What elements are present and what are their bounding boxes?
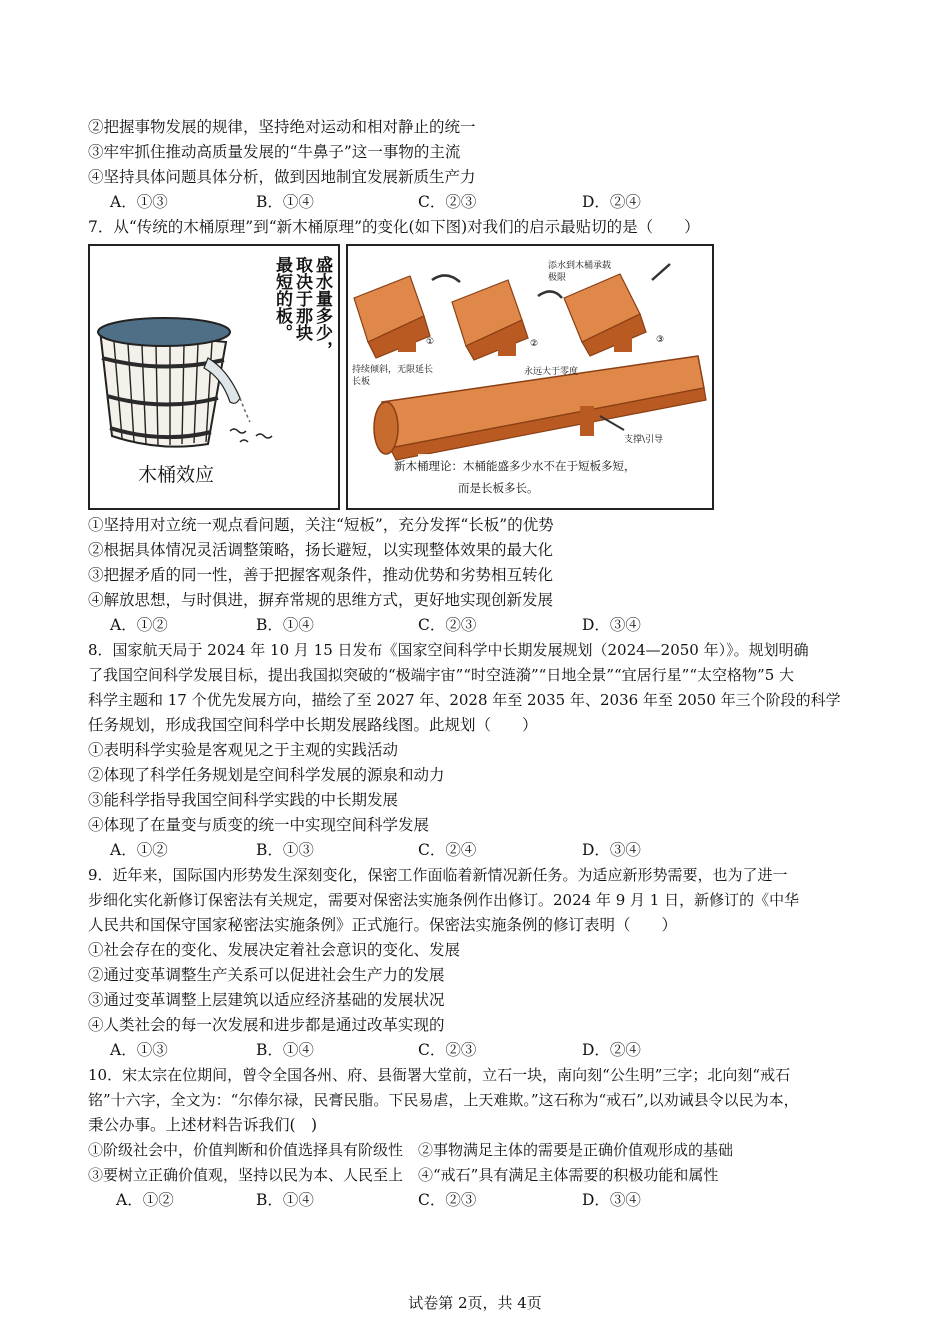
q9-stem-3: 人民共和国保守国家秘密法实施条例》正式施行。保密法实施条例的修订表明（ ） [88,916,678,934]
q7-item-3: ③把握矛盾的同一性，善于把握客观条件，推动优势和劣势相互转化 [88,566,554,584]
q7-option-d[interactable]: D．③④ [582,616,641,634]
q7-stem: 7．从“传统的木桶原理”到“新木桶原理”的变化(如下图)对我们的启示最贴切的是（ ） [88,218,700,236]
q8-option-c[interactable]: C．②④ [418,841,477,859]
label-support-guide: 支撑\引导 [624,435,664,445]
tilted-barrel-1-icon [354,276,434,358]
q10-options [88,1190,868,1210]
label-keep-tilting: 持续倾斜，无限延长长板 [352,365,434,387]
q7-option-c[interactable]: C．②③ [418,616,477,634]
q8-stem-2: 了我国空间科学发展目标，提出我国拟突破的“极端宇宙”“时空涟漪”“日地全景”“宜居行星”“太空格物”5 大 [88,666,795,684]
q9-item-3: ③通过变革调整上层建筑以适应经济基础的发展状况 [88,991,445,1009]
q9-stem-1: 9．近年来，国际国内形势发生深刻变化，保密工作面临着新情况新任务。为适应新形势需要，也为了进一 [88,866,788,884]
label-fill-to-limit: 添水到木桶承载极限 [548,261,612,283]
svg-text:①: ① [426,337,435,347]
q9-options [88,1040,868,1060]
vertical-text-col-1: 盛水量多少， [312,256,332,358]
new-barrel-panel [346,244,714,510]
q10-stem-2: 铭”十六字，全文为：“尔俸尔禄，民膏民脂。下民易虐，上天难欺。”这石称为“戒石”,以劝诫县令以民为本， [88,1091,799,1109]
q8-option-b[interactable]: B．①③ [256,841,314,859]
traditional-barrel-caption: 木桶效应 [138,464,215,486]
q7-option-a[interactable]: A．①② [110,616,168,634]
q6-option-b[interactable]: B．①④ [256,193,314,211]
barrel-figure [88,244,714,510]
wooden-barrel-icon [98,318,272,447]
q6-options [88,192,868,212]
q8-options [88,840,868,860]
page-footer: 试卷第 2页，共 4页 [408,1294,542,1312]
q9-item-4: ④人类社会的每一次发展和进步都是通过改革实现的 [88,1016,445,1034]
q10-option-c[interactable]: C．②③ [418,1191,477,1209]
q7-option-b[interactable]: B．①④ [256,616,314,634]
new-barrel-caption-2: 而是长板多长。 [458,481,539,495]
q10-stem-3: 秉公办事。上述材料告诉我们( ) [88,1116,318,1134]
q6-option-a[interactable]: A．①③ [110,193,168,211]
q9-option-a[interactable]: A．①③ [110,1041,168,1059]
q10-items-row-1: ①阶级社会中，价值判断和价值选择具有阶级性 ②事物满足主体的需要是正确价值观形成的基础 [88,1141,734,1159]
q9-stem-2: 步细化实化新修订保密法有关规定，需要对保密法实施条例作出修订。2024 年 9 月 1 日，新修订的《中华 [88,891,800,909]
q10-option-a[interactable]: A．①② [116,1191,174,1209]
q8-item-3: ③能科学指导我国空间科学实践的中长期发展 [88,791,399,809]
q6-item-4: ④坚持具体问题具体分析，做到因地制宜发展新质生产力 [88,168,476,186]
new-barrel-caption-1: 新木桶理论：木桶能盛多少水不在于短板多短， [394,459,636,473]
svg-text:③: ③ [656,335,665,345]
barrel-vertical-text [272,256,332,456]
tilted-barrel-2-icon [452,280,538,360]
q7-options [88,615,868,635]
q7-item-4: ④解放思想，与时俱进，摒弃常规的思维方式，更好地实现创新发展 [88,591,554,609]
label-above-zero: 永远大于零度 [524,367,579,377]
tilted-barrel-3-icon [564,274,664,356]
q7-item-2: ②根据具体情况灵活调整策略，扬长避短，以实现整体效果的最大化 [88,541,554,559]
q9-option-b[interactable]: B．①④ [256,1041,314,1059]
q9-item-1: ①社会存在的变化、发展决定着社会意识的变化、发展 [88,941,461,959]
q8-option-d[interactable]: D．③④ [582,841,641,859]
q8-option-a[interactable]: A．①② [110,841,168,859]
q9-item-2: ②通过变革调整生产关系可以促进社会生产力的发展 [88,966,445,984]
q6-item-2: ②把握事物发展的规律，坚持绝对运动和相对静止的统一 [88,118,476,136]
traditional-barrel-panel [88,244,340,510]
vertical-text-col-2: 取决于那块 [292,256,312,341]
q8-item-2: ②体现了科学任务规划是空间科学发展的源泉和动力 [88,766,445,784]
q8-stem-3: 科学主题和 17 个优先发展方向，描绘了至 2027 年、2028 年至 2035 年、2036 年至 2050 年三个阶段的科学 [88,691,841,709]
q6-option-d[interactable]: D．②④ [582,193,641,211]
q6-option-c[interactable]: C．②③ [418,193,477,211]
q8-stem-4: 任务规划，形成我国空间科学中长期发展路线图。此规划（ ） [88,716,538,734]
svg-text:②: ② [530,339,539,349]
q6-item-3: ③牢牢抓住推动高质量发展的“牛鼻子”这一事物的主流 [88,143,461,161]
q9-option-d[interactable]: D．②④ [582,1041,641,1059]
q8-item-1: ①表明科学实验是客观见之于主观的实践活动 [88,741,399,759]
q7-item-1: ①坚持用对立统一观点看问题，关注“短板”，充分发挥“长板”的优势 [88,516,554,534]
q10-items-row-2: ③要树立正确价值观，坚持以民为本、人民至上 ④“戒石”具有满足主体需要的积极功能和属性 [88,1166,719,1184]
q10-option-b[interactable]: B．①④ [256,1191,314,1209]
q10-stem-1: 10．宋太宗在位期间，曾令全国各州、府、县衙署大堂前，立石一块，南向刻“公生明”三字；北向刻“戒石 [88,1066,791,1084]
q8-stem-1: 8．国家航天局于 2024 年 10 月 15 日发布《国家空间科学中长期发展规划（2024—2050 年）》。规划明确 [88,641,809,659]
q9-option-c[interactable]: C．②③ [418,1041,477,1059]
q10-option-d[interactable]: D．③④ [582,1191,641,1209]
vertical-text-col-3: 最短的板。 [272,256,292,341]
q8-item-4: ④体现了在量变与质变的统一中实现空间科学发展 [88,816,430,834]
